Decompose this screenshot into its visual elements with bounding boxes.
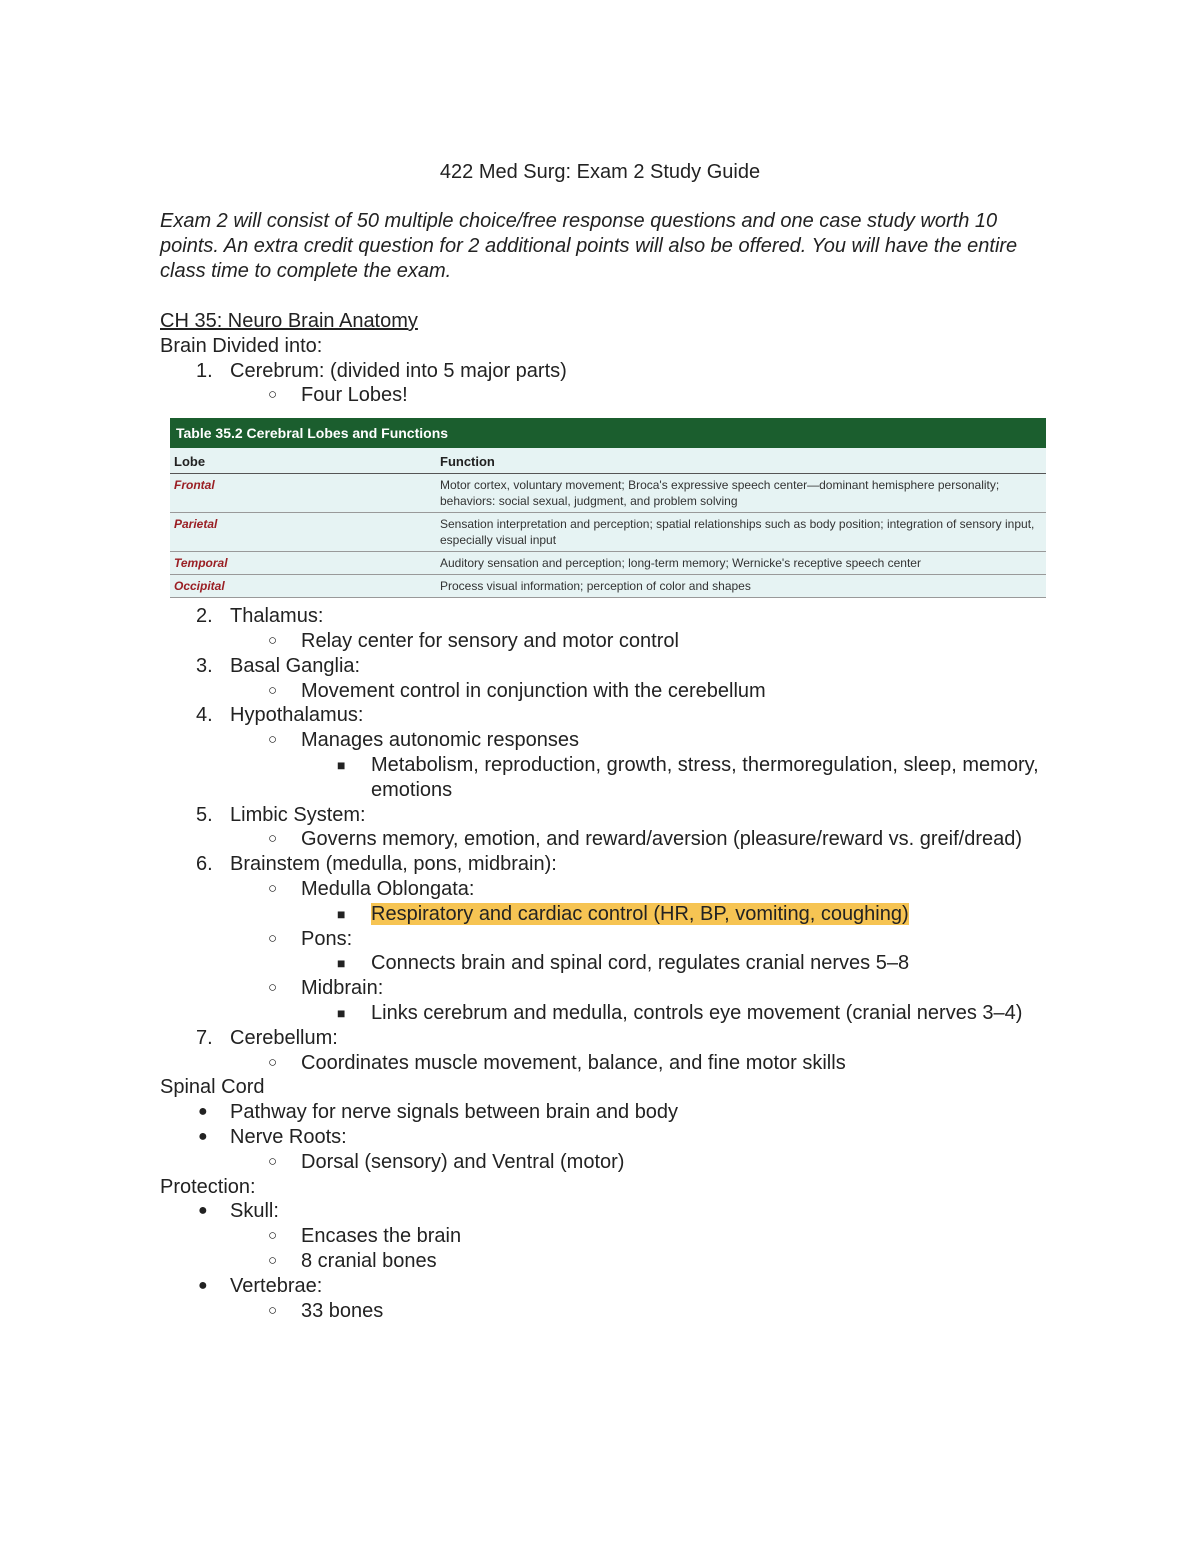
item-text: Pons: [301, 927, 353, 950]
list-number: 2. [196, 605, 213, 628]
brain-intro: Brain Divided into: [160, 334, 323, 357]
chapter-heading-line [160, 309, 1045, 334]
document-title: 422 Med Surg: Exam 2 Study Guide [439, 161, 761, 183]
hollow-circle-bullet-icon: ○ [268, 1251, 278, 1269]
square-bullet-icon: ■ [337, 955, 346, 972]
bullet-item [160, 1125, 1045, 1150]
table-caption: Table 35.2 Cerebral Lobes and Functions [170, 418, 1046, 448]
hollow-circle-bullet-icon: ○ [268, 929, 278, 947]
lobe-cell: Frontal [170, 474, 436, 513]
hollow-circle-bullet-icon: ○ [268, 681, 278, 699]
item-label: Cerebellum: [230, 1026, 338, 1049]
item-text: 8 cranial bones [301, 1249, 437, 1272]
hollow-circle-bullet-icon: ○ [268, 1053, 278, 1071]
table-row [170, 552, 1046, 575]
list-item-brainstem [160, 852, 1045, 877]
list-item-hypothalamus [160, 703, 1045, 728]
list-item-cerebellum [160, 1026, 1045, 1051]
outline [160, 309, 1045, 1323]
table-header-row [170, 448, 1046, 474]
spinal-cord-heading: Spinal Cord [160, 1076, 265, 1099]
sub-item [160, 976, 1045, 1001]
item-label: Brainstem (medulla, pons, midbrain): [230, 853, 557, 876]
item-text: Medulla Oblongata: [301, 877, 475, 900]
hollow-circle-bullet-icon: ○ [268, 879, 278, 897]
chapter-heading: CH 35: Neuro Brain Anatomy [160, 310, 418, 332]
hollow-circle-bullet-icon: ○ [268, 1301, 278, 1319]
list-item-basal-ganglia [160, 654, 1045, 679]
function-cell: Motor cortex, voluntary movement; Broca's expressive speech center—dominant hemisphere personality; behaviors: social sexual, judgment, and problem solving [436, 474, 1046, 513]
sub-item [160, 827, 1045, 852]
lobe-cell: Parietal [170, 513, 436, 552]
sub-item [160, 728, 1045, 753]
item-text: Four Lobes! [301, 384, 408, 407]
sub-item [160, 1150, 1045, 1175]
item-label: Hypothalamus: [230, 704, 364, 727]
list-number: 3. [196, 654, 213, 677]
item-text: Metabolism, reproduction, growth, stress, thermoregulation, sleep, memory, emotions [371, 753, 1039, 801]
list-number: 1. [196, 359, 213, 382]
item-text: Skull: [230, 1200, 279, 1223]
square-bullet-icon: ■ [337, 905, 346, 922]
list-number: 5. [196, 803, 213, 826]
hollow-circle-bullet-icon: ○ [268, 386, 278, 404]
function-cell: Process visual information; perception of color and shapes [436, 575, 1046, 598]
item-text: Encases the brain [301, 1225, 462, 1248]
function-cell: Auditory sensation and perception; long-term memory; Wernicke's receptive speech center [436, 552, 1046, 575]
hollow-circle-bullet-icon: ○ [268, 631, 278, 649]
table-row [170, 474, 1046, 513]
item-text: Movement control in conjunction with the cerebellum [301, 679, 766, 702]
hollow-circle-bullet-icon: ○ [268, 830, 278, 848]
item-text: Manages autonomic responses [301, 729, 579, 752]
hollow-circle-bullet-icon: ○ [268, 1227, 278, 1245]
column-header: Function [436, 448, 1046, 474]
item-text: Nerve Roots: [230, 1125, 347, 1148]
list-number: 6. [196, 853, 213, 876]
sub-item-four-lobes [160, 383, 1045, 408]
bullet-item [160, 1100, 1045, 1125]
sub-sub-item [160, 1001, 1045, 1026]
sub-item [160, 1224, 1045, 1249]
table-row [170, 513, 1046, 552]
column-header: Lobe [170, 448, 436, 474]
sub-item [160, 927, 1045, 952]
item-text: Midbrain: [301, 977, 384, 1000]
filled-circle-bullet-icon: ● [198, 1202, 208, 1220]
protection-heading: Protection: [160, 1175, 256, 1198]
bullet-item [160, 1199, 1045, 1224]
sub-item [160, 1249, 1045, 1274]
table-row [170, 575, 1046, 598]
item-text: 33 bones [301, 1299, 384, 1322]
list-item-cerebrum [160, 359, 1045, 384]
hollow-circle-bullet-icon: ○ [268, 979, 278, 997]
lobe-cell: Occipital [170, 575, 436, 598]
sub-sub-item [160, 753, 1045, 803]
sub-item [160, 1051, 1045, 1076]
hollow-circle-bullet-icon: ○ [268, 731, 278, 749]
item-label: Limbic System: [230, 803, 366, 826]
sub-sub-item [160, 902, 1045, 927]
filled-circle-bullet-icon: ● [198, 1103, 208, 1121]
list-item-thalamus [160, 604, 1045, 629]
item-text: Coordinates muscle movement, balance, and fine motor skills [301, 1051, 846, 1074]
sub-item [160, 629, 1045, 654]
lobe-cell: Temporal [170, 552, 436, 575]
item-text: Links cerebrum and medulla, controls eye movement (cranial nerves 3–4) [371, 1001, 1023, 1024]
item-text: Pathway for nerve signals between brain and body [230, 1101, 679, 1124]
bullet-item [160, 1274, 1045, 1299]
item-label: Basal Ganglia: [230, 654, 361, 677]
hollow-circle-bullet-icon: ○ [268, 1152, 278, 1170]
sub-item [160, 679, 1045, 704]
item-text: Governs memory, emotion, and reward/aversion (pleasure/reward vs. greif/dread) [301, 828, 1023, 851]
cerebral-lobes-table [170, 418, 1046, 598]
item-text: Relay center for sensory and motor control [301, 629, 679, 652]
function-cell: Sensation interpretation and perception; spatial relationships such as body position; integration of sensory input, especially visual input [436, 513, 1046, 552]
intro-paragraph: Exam 2 will consist of 50 multiple choice/free response questions and one case study worth 10 points. An extra credit question for 2 additional points will also be offered. You will have the entire class time to complete the exam. [160, 210, 1018, 282]
list-item-limbic-system [160, 803, 1045, 828]
item-text: Vertebrae: [230, 1274, 323, 1297]
sub-sub-item [160, 951, 1045, 976]
list-number: 7. [196, 1026, 213, 1049]
filled-circle-bullet-icon: ● [198, 1276, 208, 1294]
list-number: 4. [196, 704, 213, 727]
sub-item [160, 877, 1045, 902]
item-text: Connects brain and spinal cord, regulates cranial nerves 5–8 [371, 952, 910, 975]
square-bullet-icon: ■ [337, 1004, 346, 1021]
item-label: Cerebrum: (divided into 5 major parts) [230, 359, 567, 382]
item-text: Dorsal (sensory) and Ventral (motor) [301, 1150, 625, 1173]
highlighted-text: Respiratory and cardiac control (HR, BP, vomiting, coughing) [371, 902, 909, 925]
filled-circle-bullet-icon: ● [198, 1127, 208, 1145]
sub-item [160, 1299, 1045, 1324]
square-bullet-icon: ■ [337, 756, 346, 773]
item-label: Thalamus: [230, 605, 324, 628]
